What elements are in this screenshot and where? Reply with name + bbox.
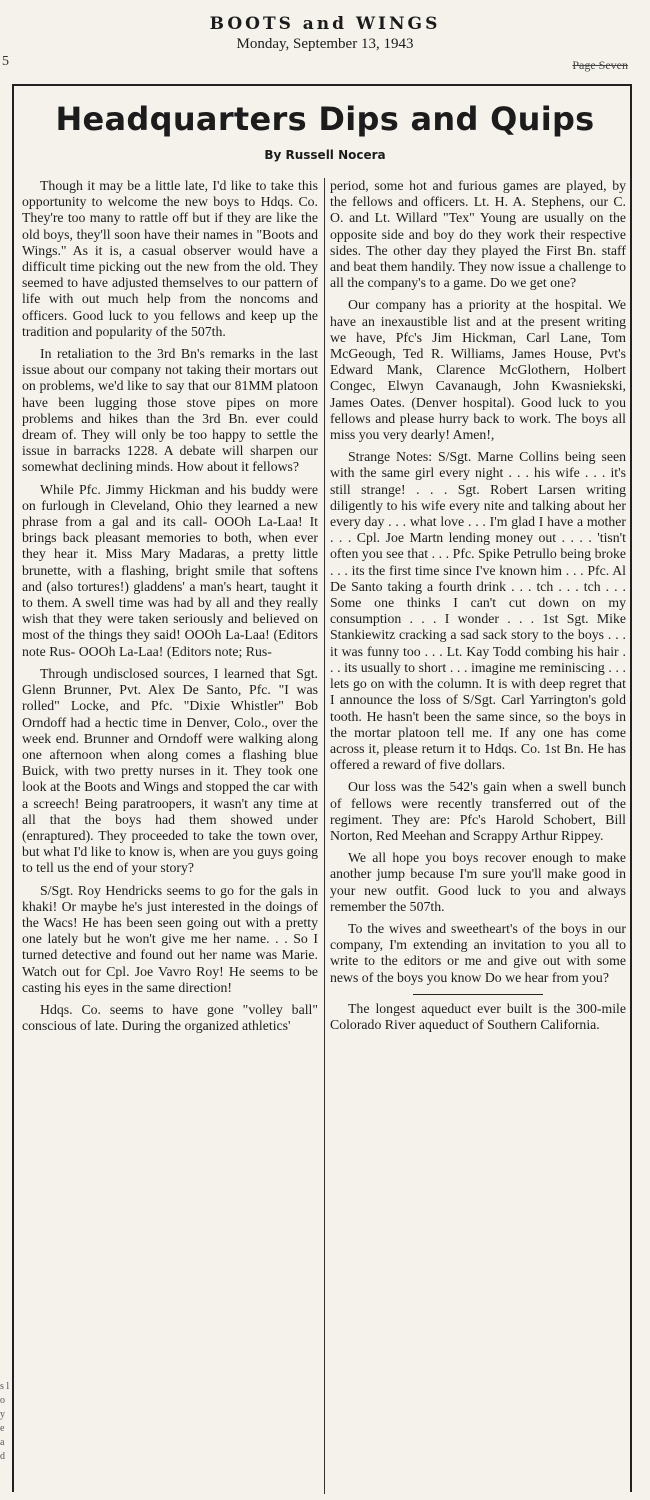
filler-rule (413, 994, 543, 995)
paragraph: Our loss was the 542's gain when a swell bunch of fellows were recently transferred out of the regiment. They are: Pfc's Harold Schobert, Bill Norton, Red Meehan and Scrappy Arthur Rippey. (330, 779, 626, 843)
paragraph: Strange Notes: S/Sgt. Marne Collins being seen with the same girl every night . . . his wife . . . it's still strange! . . . Sgt. Robert Larsen writing diligently to his wife every nite and talking about her every day . . . what love . . . I'm glad I have a mother . . . Cpl. Joe Martn lending money out . . . . 'tisn't often you see that . . . Pfc. Spike Petrullo being broke . . . its the first time since I've known him . . . Pfc. Al De Santo taking a fourth drink . . . tch . . . tch . . . Some one thinks I can't cut down on my consumption . . . I wonder . . . 1st Sgt. Mike Stankiewitz cracking a sad sack story to the boys . . . it was funny too . . . Lt. Kay Todd combing his hair . . . its usually to short . . . imagine me reminiscing . . . lets go on with the column. It is with deep regret that I announce the loss of S/Sgt. Carl Yarrington's gold tooth. He hasn't been the same since, so the boys in the mortar platoon tell me. If any one has come across it, please return it to Hdqs. Co. 1st Bn. He has offered a reward of five dollars. (330, 449, 626, 773)
paragraph: Through undisclosed sources, I learned that Sgt. Glenn Brunner, Pvt. Alex De Santo, Pfc. "I was rolled" Locke, and Pfc. "Dixie Whistler" Bob Orndoff had a hectic time in Denver, Colo., over the week end. Brunner and Orndoff were walking along one afternoon when along comes a flashing blue Buick, with two pretty nurses in it. They took one look at the Boots and Wings and stopped the car with a screech! Being paratroopers, it wasn't any time at all that the boys had them showed under (enraptured). They proceeded to take the town over, but what I'd like to know is, when are you guys going to tell us the end of your story? (22, 665, 318, 876)
frame-right-rule (630, 86, 632, 1492)
paragraph-continued: period, some hot and furious games are played, by the fellows and officers. Lt. H. A. Stephens, our C. O. and Lt. Willard "Tex" Young are usually on the opposite side and boy do they work their respective sides. The other day they played the First Bn. staff and beat them handily. They now issue a challenge to all the company's to a game. Do we get one? (330, 178, 626, 291)
left-column (22, 178, 318, 1496)
page-label: Page Seven (572, 58, 628, 72)
article-headline: Headquarters Dips and Quips (55, 100, 595, 138)
paragraph: We all hope you boys recover enough to make another jump because I'm sure you'll make good in your new outfit. Good luck to you and always remember the 507th. (330, 850, 626, 914)
top-rule (12, 84, 632, 86)
right-column (330, 178, 626, 1496)
column-divider (324, 178, 325, 1494)
edge-mark: 5 (2, 54, 9, 69)
paragraph: In retaliation to the 3rd Bn's remarks in the last issue about our company not taking their mortars out on problems, we'd like to say that our 81MM platoon have been lugging those stove pipes on more problems and hikes than the 3rd Bn. ever could dream of. They will only be too happy to settle the issue in barracks 1228. A debate will sharpen our somewhat declining minds. How about it fellows? (22, 346, 318, 475)
paragraph: While Pfc. Jimmy Hickman and his buddy were on furlough in Cleveland, Ohio they learned a new phrase from a gal and its call- OOOh La-Laa! It brings back pleasant memories to both, when ever they hear it. Miss Mary Madaras, a pretty little brunette, with a flashing, bright smile that softens and (also tortures!) gladdens' a man's heart, taught it to them. A swell time was had by all and they really wish that they were taken seriously and believed on most of the things they said! OOOh La-Laa! (Editors note Rus- OOOh La-Laa! (Editors note; Rus- (22, 481, 318, 659)
issue-date: Monday, September 13, 1943 (236, 36, 414, 52)
article-byline: By Russell Nocera (264, 148, 386, 162)
paragraph: S/Sgt. Roy Hendricks seems to go for the gals in khaki! Or maybe he's just interested in the doings of the Wacs! He has been seen going out with a pretty one lately but he won't give me her name. . . So I turned detective and found out her name was Marie. Watch out for Cpl. Joe Vavro Roy! He seems to be casting his eyes in the same direction! (22, 882, 318, 995)
paragraph: Hdqs. Co. seems to have gone "volley ball" conscious of late. During the organized athletics' (22, 1001, 318, 1034)
paragraph: Our company has a priority at the hospital. We have an inexaustible list and at the present writing we have, Pfc's Jim Hickman, Carl Lane, Tom McGeough, Ted R. Williams, James House, Pvt's Edward Mank, Clarence McGlothern, Holbert Congec, Elwyn Cavanaugh, John Kwasniekski, James Oates. (Denver hospital). Good luck to you fellows and please hurry back to work. The boys all miss you very dearly! Amen!, (330, 297, 626, 443)
paper-name: BOOTS and WINGS (209, 14, 441, 34)
filler-item: The longest aqueduct ever built is the 300-mile Colorado River aqueduct of Southern California. (330, 1000, 626, 1032)
left-margin-text: s l o y e a d (0, 1381, 10, 1462)
paragraph: Though it may be a little late, I'd like to take this opportunity to welcome the new boys to Hdqs. Co. They're too many to rattle off but if they are like the old boys, they'll soon have their names in "Boots and Wings." As it is, a casual observer would have a difficult time picking out the new from the old. They seemed to have adjusted themselves to our pattern of life with out much help from the noncoms and officers. Good luck to you fellows and keep up the tradition and popularity of the 507th. (22, 178, 318, 339)
frame-left-rule (12, 86, 14, 1492)
paragraph: To the wives and sweetheart's of the boys in our company, I'm extending an invitation to you all to write to the editors or me and give out with some news of the boys you know Do we hear from you? (330, 920, 626, 985)
